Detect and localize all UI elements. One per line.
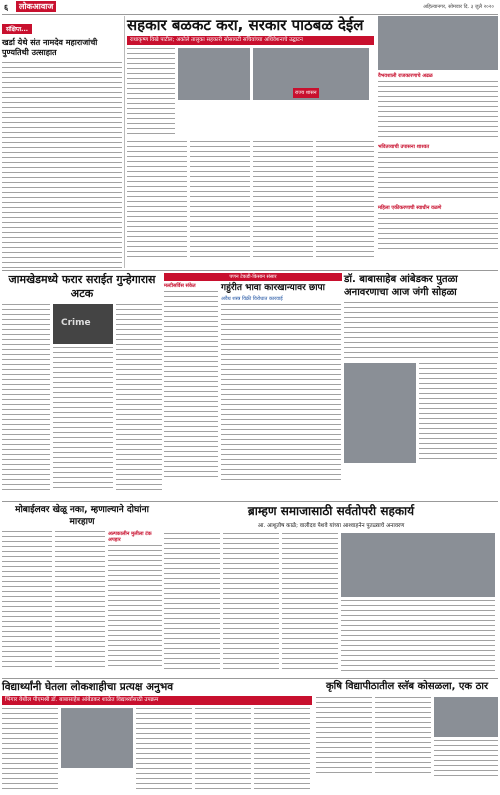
center-col-tag: मल्टीसर्विस संकेत — [164, 283, 196, 289]
top-photo-1 — [178, 48, 250, 100]
low-main-photo — [341, 533, 495, 597]
crime-photo — [53, 304, 113, 344]
right-h1: वैभवशाली राजकारणाचे अढळ — [378, 73, 433, 79]
bottom-right-headline: कृषि विद्यापीठातील स्लॅब कोसळला, एक ठार — [325, 681, 489, 692]
low-main-story — [164, 504, 498, 676]
logo: लोकआवाज — [16, 1, 56, 12]
bottom-right-photo — [434, 697, 498, 737]
low-left-story — [2, 504, 162, 676]
top-headline: सहकार बळकट करा, सरकार पाठबळ देईल — [127, 16, 364, 34]
mid-left-headline: जामखेडमध्ये फरार सराईत गुन्हेगारास अटक — [8, 273, 156, 300]
masthead — [0, 0, 500, 14]
mid-left-story — [2, 273, 162, 499]
low-main-sub: आ. आशुतोष काळे; वालीदव पेशवे यांच्या आश्वाहनेन पुतळ्याचे अनावरण — [257, 523, 405, 529]
left-headline: खर्डा येथे संत नामदेव महाराजांची पुण्यतिथी उत्साहात — [2, 38, 98, 57]
bottom-left-headline: विद्यार्थ्यांनी घेतला लोकशाहीचा प्रत्यक्ष अनुभव — [2, 681, 174, 693]
center-sub: अवैध शस्त्र विक्री विरोधात कारवाई — [221, 296, 283, 302]
top-body-col1 — [127, 48, 175, 138]
edition-line: अहिल्यानगर, सोमवार दि. ३ जुलै २०२० — [423, 4, 494, 10]
mid-right-story — [344, 273, 498, 499]
mid-right-headline: डॉ. बाबासाहेब आंबेडकर पुतळा अनावरणाचा आज जंगी सोहळा — [344, 274, 458, 298]
bottom-left-story — [2, 681, 312, 793]
bottom-right-story — [316, 681, 498, 793]
right-h2: भवितव्याची उपासना शाश्वत — [378, 144, 430, 150]
right-photo — [378, 16, 498, 70]
top-photo-2 — [253, 48, 369, 100]
brief-tag: संक्षिप्त... — [2, 24, 32, 34]
masthead-rule — [2, 14, 498, 15]
mid-center-story — [164, 273, 342, 499]
right-h3: महिला एकीकरणाची स्वाधीन वळणे — [378, 205, 442, 211]
bottom-left-sub: भिंगार येथील पीएमश्री डॉ. बाबासाहेब आंबेडकर शाळेत विद्यार्थ्यांसाठी उपक्रम — [2, 696, 312, 705]
left-column — [2, 16, 122, 268]
ambedkar-statue-photo — [344, 363, 416, 463]
bottom-left-photo — [61, 708, 133, 768]
low-small-tag: अल्पकालीन मुलीला टंक अपहार — [108, 531, 152, 543]
left-body-text — [2, 62, 122, 268]
page-number: ६ — [4, 3, 9, 12]
center-tag: पणन टेकडी-किसान संसार — [164, 273, 342, 281]
low-left-headline: मोबाईलवर खेळू नका, म्हणाल्याने दोघांना मारहाण — [15, 505, 149, 527]
low-main-headline: ब्राम्हण समाजासाठी सर्वतोपरी सहकार्य — [247, 504, 415, 518]
center-headline: गहुंरीत भावा कारखान्यावर छापा — [221, 283, 325, 293]
right-box — [378, 16, 498, 268]
crime-label: Crime — [61, 318, 91, 328]
top-photo-badge: राज्य शासन — [295, 90, 317, 96]
top-story — [127, 16, 374, 268]
top-subhead: राधाकृष्ण विखे पाटील; अकोले तालुका सहकारी सोसायटी सचिवांच्या अधिवेशनाचे उद्घाटन — [127, 36, 374, 45]
